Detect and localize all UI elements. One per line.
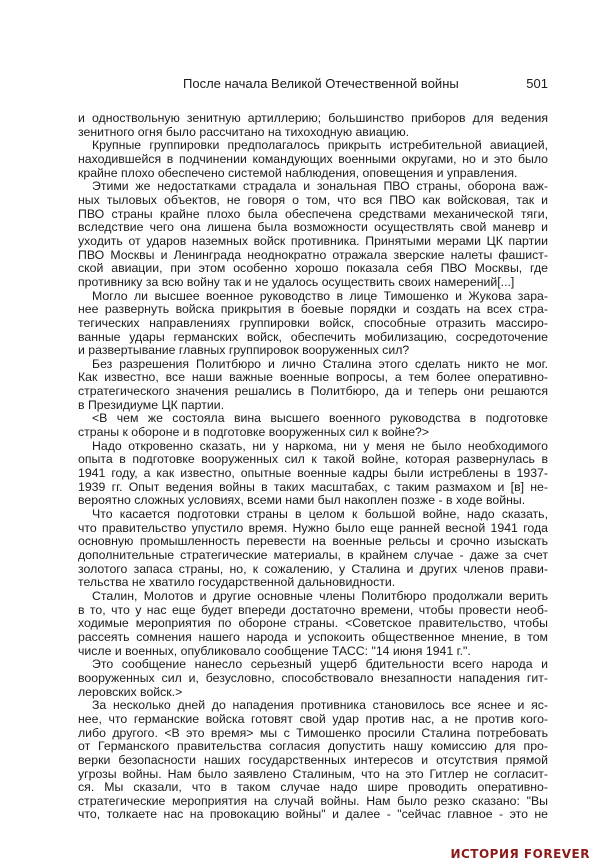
text-line: ской авиации, при этом особенно хорошо показала себя ПВО Москвы, где (78, 262, 548, 276)
text-line: стратегического значения решались в Политбюро, да и теперь они решаются (78, 385, 548, 399)
text-line: что, толкаете нас на провокацию войны" и далее - "сейчас главное - это не (78, 808, 548, 822)
text-line: и развертывание главных группировок вооруженных сил? (78, 344, 410, 358)
text-line: 1941 году, а как известно, опытные военные кадры были истреблены в 1937- (78, 467, 548, 481)
text-line: числе и военных, опубликовало сообщение ТАСС: "14 июня 1941 г.". (78, 644, 471, 658)
text-line: противнику за всю войну так и не удалось осуществить своих намерений[...] (78, 275, 515, 289)
text-line: стратегические мероприятия на случай войны. Нам было резко сказано: "Вы (78, 794, 548, 808)
text-line: находившейся в подчинении командующих военными округами, но и это было (78, 152, 548, 166)
text-line: в Президиуме ЦК партии. (78, 398, 224, 412)
running-title: После начала Великой Отечественной войны (183, 76, 459, 91)
text-line: от Германского правительства согласия допустить нашу комиссию для про- (78, 740, 548, 754)
text-line: тельства не хватило государственной дальновидности. (78, 576, 396, 590)
text-line: 1939 гг. Опыт ведения войны в таких масштабах, с таким размахом и [в] не- (78, 480, 548, 494)
watermark-logo: ИСТОРИЯ FOREVER (450, 847, 590, 861)
text-line: вследствие чего она лишена была возможности осуществлять свой маневр и (78, 221, 548, 235)
text-line: тегических направлениях группировки войск, способные отразить массиро- (78, 316, 548, 330)
text-line: Сталин, Молотов и другие основные члены Политбюро продолжали верить (92, 589, 548, 603)
text-line: в то, что у нас еще будет впереди достаточно времени, чтобы провести необ- (78, 603, 548, 617)
text-line: За несколько дней до нападения противника становилось все яснее и яс- (92, 699, 548, 713)
text-line: Без разрешения Политбюро и лично Сталина этого сделать никто не мог. (92, 357, 548, 371)
text-line: что правительство упустило время. Нужно было еще ранней весной 1941 года (78, 521, 548, 535)
text-line: крайне плохо обеспечено системой наблюдения, оповещения и управления. (78, 166, 518, 180)
text-line: зенитного огня было рассчитано на тихоходную авиацию. (78, 125, 410, 139)
text-line: ных тыловых объектов, не говоря о том, что вся ПВО как войсковая, так и (78, 193, 548, 207)
text-line: ванные удары германских войск, обеспечить мобилизацию, сосредоточение (78, 330, 548, 344)
text-line: <В чем же состояла вина высшего военного руководства в подготовке (92, 412, 548, 426)
text-line: Этими же недостатками страдала и зональная ПВО страны, оборона важ- (92, 180, 548, 194)
body-text (78, 112, 548, 822)
text-line: верки безопасности наших государственных интересов и отсутствия прямой (78, 753, 548, 767)
text-line: нее, что германские войска готовят свой удар против нас, а не против кого- (78, 712, 548, 726)
text-line: леровских войск.> (78, 685, 183, 699)
text-line: опыта в подготовке вооруженных сил к такой войне, которая развернулась в (78, 453, 548, 467)
text-line: рассеять сомнения нашего народа и успокоить общественное мнение, в том (78, 630, 548, 644)
text-line: уходить от ударов наземных войск противника. Принятыми мерами ЦК партии (78, 234, 548, 248)
text-line: Могло ли высшее военное руководство в лице Тимошенко и Жукова зара- (92, 289, 548, 303)
text-line: ходимые мероприятия по обороне страны. <Советское правительство, чтобы (78, 617, 548, 631)
text-line: ПВО страны крайне плохо была обеспечена средствами механической тяги, (78, 207, 548, 221)
text-line: ся. Мы сказали, что в таком случае надо шире проводить оперативно- (78, 781, 548, 795)
text-line: нее развернуть войска прикрытия в боевые порядки и создать на всех стра- (78, 303, 548, 317)
text-line: страны к обороне и в подготовке вооруженных сил к войне?> (78, 426, 430, 440)
text-line: ПВО Москвы и Ленинграда неоднократно отражала зверские налеты фашист- (78, 248, 548, 262)
text-line: золотого запаса страны, но, к сожалению, у Сталина и других членов прави- (78, 562, 548, 576)
text-line: либо другого. <В это время> мы с Тимошенко просили Сталина потребовать (78, 726, 548, 740)
text-line: Надо откровенно сказать, ни у наркома, ни у меня не было необходимого (92, 439, 548, 453)
text-line: и одноствольную зенитную артиллерию; большинство приборов для ведения (78, 112, 548, 125)
text-line: вооруженных сил и, безусловно, способствовало внезапности нападения гит- (78, 671, 548, 685)
page-header (78, 76, 548, 94)
text-line: угрозы войны. Нам было заявлено Сталиным, что на это Гитлер не согласит- (78, 767, 548, 781)
text-line: Как известно, все наши важные военные вопросы, а тем более оперативно- (78, 371, 548, 385)
text-line: дополнительные стратегические материалы, в крайнем случае - даже за счет (78, 549, 548, 562)
text-line: основную промышленность перевести на военные рельсы и срочно изыскать (78, 535, 548, 549)
page-number: 501 (526, 76, 548, 91)
text-line: Крупные группировки предполагалось прикрыть истребительной авиацией, (92, 139, 548, 153)
text-line: вероятно сложных условиях, всеми нами был накоплен позже - в ходе войны. (78, 494, 526, 508)
text-line: Что касается подготовки страны в целом к большой войне, надо сказать, (92, 508, 548, 522)
text-line: Это сообщение нанесло серьезный ущерб бдительности всего народа и (92, 658, 548, 672)
